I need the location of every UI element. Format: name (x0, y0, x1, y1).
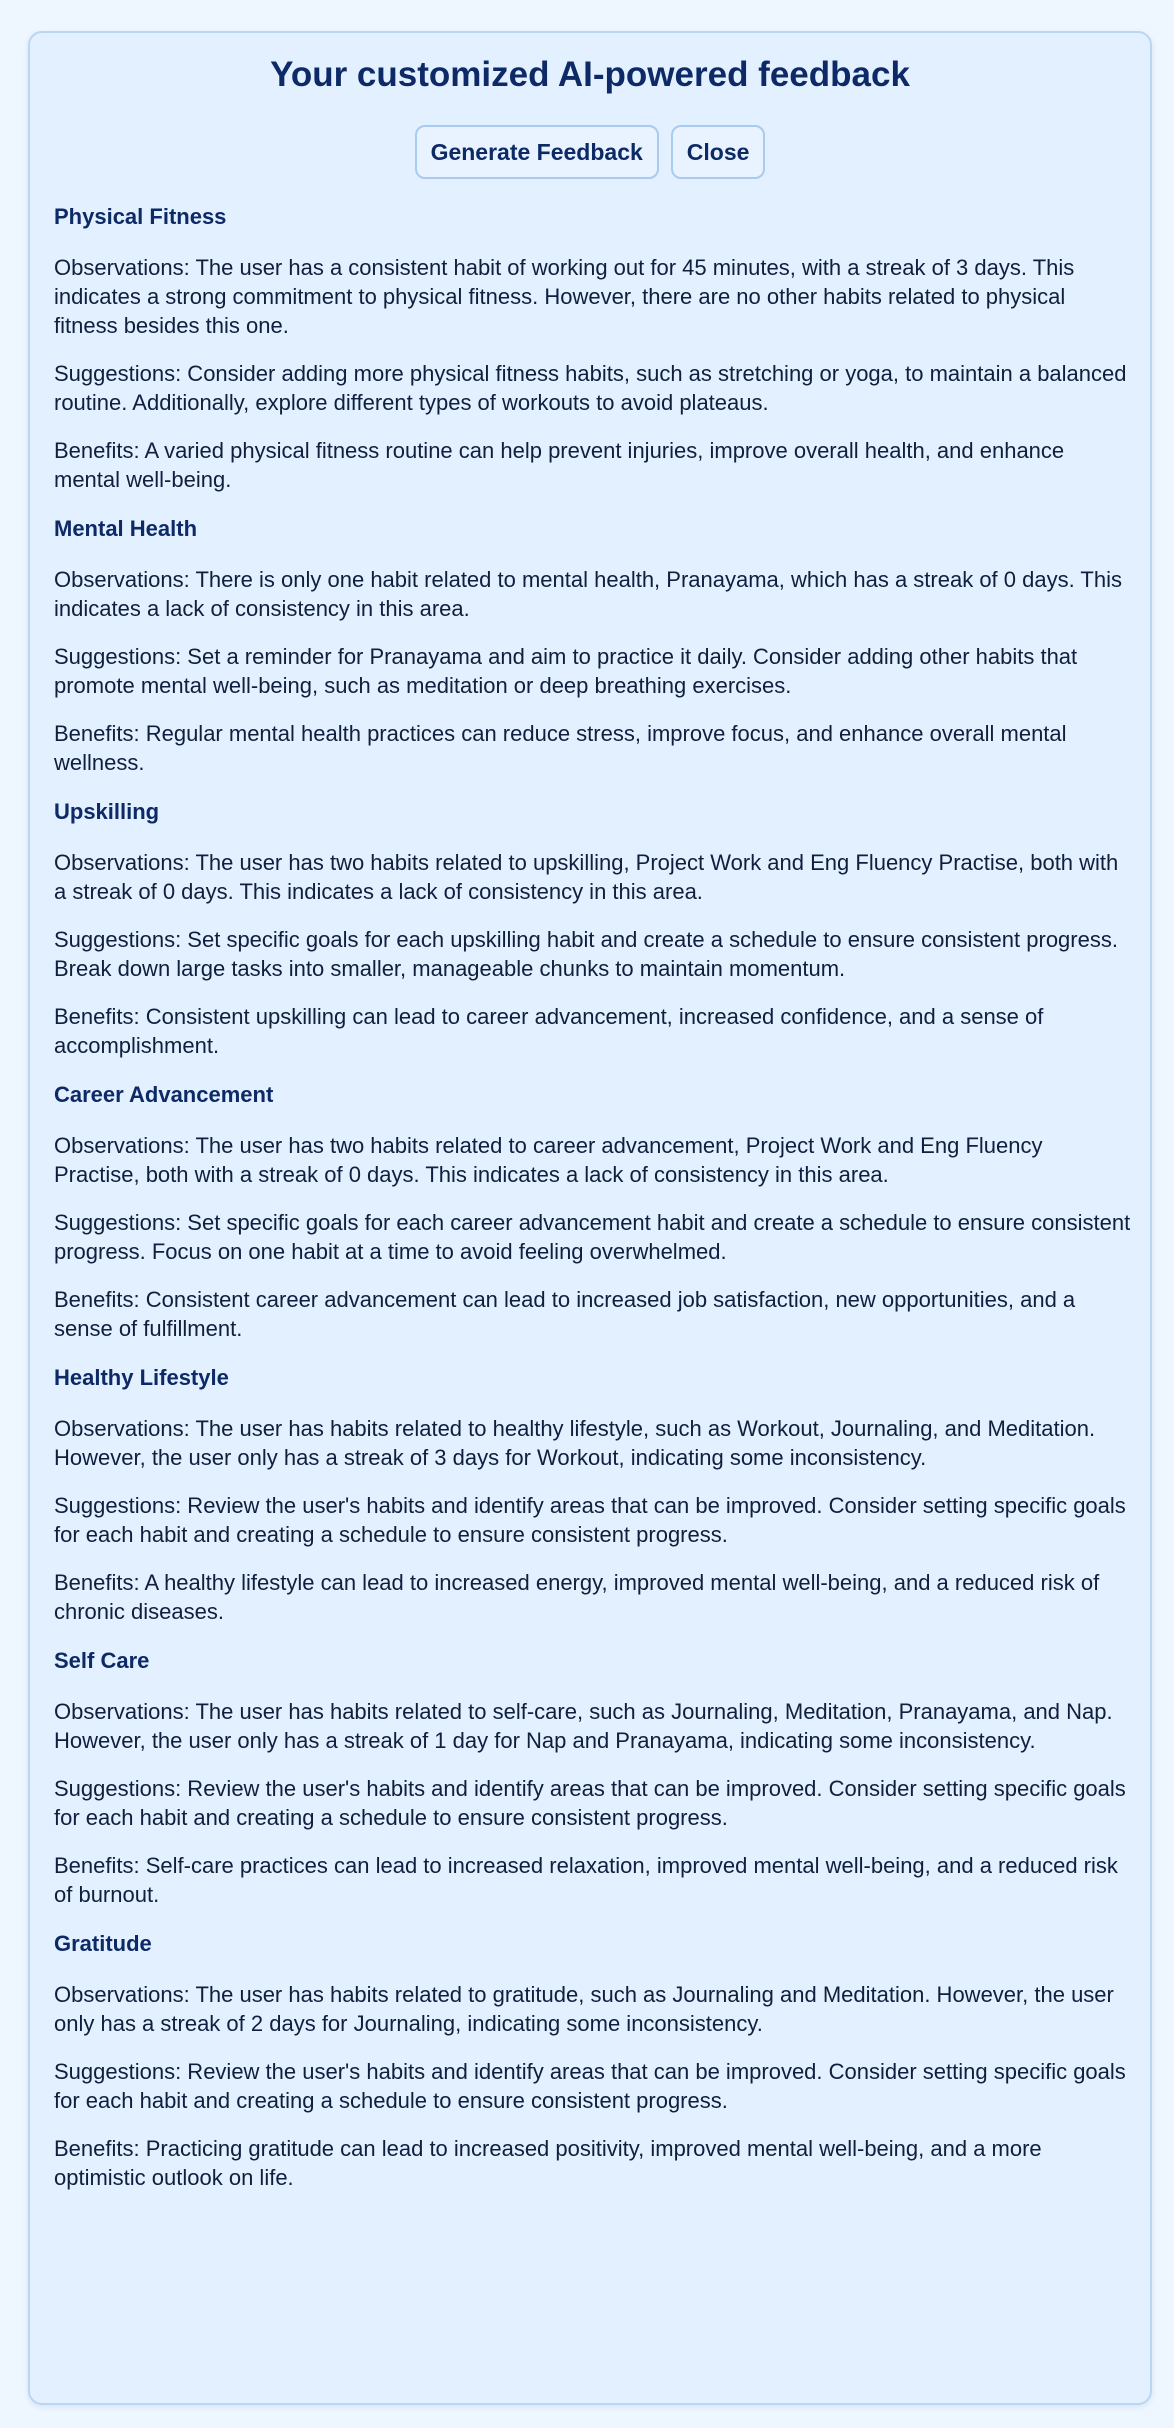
observations-text: Observations: The user has a consistent habit of working out for 45 minutes, with a streak of 3 days. This indicates a strong commitment to physical fitness. However, there are no other habits related to physical fitness besides this one. (54, 255, 1075, 338)
benefits-text: Benefits: Consistent career advancement can lead to increased job satisfaction, new opportunities, and a sense of fulfillment. (54, 1287, 1076, 1341)
page-title: Your customized AI-powered feedback (270, 55, 910, 94)
section-title: Career Advancement (54, 1082, 274, 1107)
benefits-text: Benefits: A varied physical fitness routine can help prevent injuries, improve overall health, and enhance mental well-being. (54, 438, 1065, 492)
observations-text: Observations: The user has habits related to healthy lifestyle, such as Workout, Journaling, and Meditation. However, the user only has a streak of 3 days for Workout, indicating some inconsistency. (54, 1416, 1096, 1470)
section-title: Gratitude (54, 1931, 152, 1956)
benefits-text: Benefits: Self-care practices can lead to increased relaxation, improved mental well-being, and a reduced risk of burnout. (54, 1853, 1118, 1907)
generate-feedback-button[interactable]: Generate Feedback (415, 125, 659, 179)
section-title: Mental Health (54, 516, 198, 541)
observations-text: Observations: The user has two habits related to upskilling, Project Work and Eng Fluency Practise, both with a streak of 0 days. This indicates a lack of consistency in this area. (54, 850, 1119, 904)
action-bar (30, 125, 1150, 179)
suggestions-text: Suggestions: Review the user's habits and identify areas that can be improved. Consider setting specific goals for each habit and creating a schedule to ensure consistent progress. (54, 1493, 1126, 1547)
feedback-section (54, 1362, 1134, 1626)
suggestions-text: Suggestions: Set specific goals for each upskilling habit and create a schedule to ensure consistent progress. Break down large tasks into smaller, manageable chunks to maintain momentum. (54, 927, 1118, 981)
feedback-section (54, 1645, 1134, 1909)
suggestions-text: Suggestions: Set a reminder for Pranayama and aim to practice it daily. Consider adding other habits that promote mental well-being, such as meditation or deep breathing exercises. (54, 644, 1078, 698)
section-title: Upskilling (54, 799, 160, 824)
observations-text: Observations: The user has two habits related to career advancement, Project Work and Eng Fluency Practise, both with a streak of 0 days. This indicates a lack of consistency in this area. (54, 1133, 1043, 1187)
observations-text: Observations: The user has habits related to self-care, such as Journaling, Meditation, Pranayama, and Nap. However, the user only has a streak of 1 day for Nap and Pranayama, indicating some inconsistency. (54, 1699, 1113, 1753)
close-button[interactable]: Close (671, 125, 766, 179)
suggestions-text: Suggestions: Set specific goals for each career advancement habit and create a schedule to ensure consistent progress. Focus on one habit at a time to avoid feeling overwhelmed. (54, 1210, 1131, 1264)
feedback-section (54, 1079, 1134, 1343)
feedback-section (54, 513, 1134, 777)
benefits-text: Benefits: Practicing gratitude can lead to increased positivity, improved mental well-being, and a more optimistic outlook on life. (54, 2136, 1042, 2190)
suggestions-text: Suggestions: Review the user's habits and identify areas that can be improved. Consider setting specific goals for each habit and creating a schedule to ensure consistent progress. (54, 2059, 1126, 2113)
section-title: Physical Fitness (54, 204, 227, 229)
feedback-card (28, 31, 1152, 2405)
benefits-text: Benefits: Consistent upskilling can lead to career advancement, increased confidence, and a sense of accomplishment. (54, 1004, 1044, 1058)
observations-text: Observations: The user has habits related to gratitude, such as Journaling and Meditation. However, the user only has a streak of 2 days for Journaling, indicating some inconsistency. (54, 1982, 1114, 2036)
benefits-text: Benefits: A healthy lifestyle can lead to increased energy, improved mental well-being, and a reduced risk of chronic diseases. (54, 1570, 1100, 1624)
observations-text: Observations: There is only one habit related to mental health, Pranayama, which has a streak of 0 days. This indicates a lack of consistency in this area. (54, 567, 1122, 621)
section-title: Healthy Lifestyle (54, 1365, 229, 1390)
benefits-text: Benefits: Regular mental health practices can reduce stress, improve focus, and enhance overall mental wellness. (54, 721, 1067, 775)
suggestions-text: Suggestions: Consider adding more physical fitness habits, such as stretching or yoga, to maintain a balanced routine. Additionally, explore different types of workouts to avoid plateaus. (54, 361, 1127, 415)
feedback-section (54, 796, 1134, 1060)
feedback-section (54, 201, 1134, 494)
suggestions-text: Suggestions: Review the user's habits and identify areas that can be improved. Consider setting specific goals for each habit and creating a schedule to ensure consistent progress. (54, 1776, 1126, 1830)
feedback-content (54, 201, 1134, 2211)
section-title: Self Care (54, 1648, 150, 1673)
feedback-section (54, 1928, 1134, 2192)
